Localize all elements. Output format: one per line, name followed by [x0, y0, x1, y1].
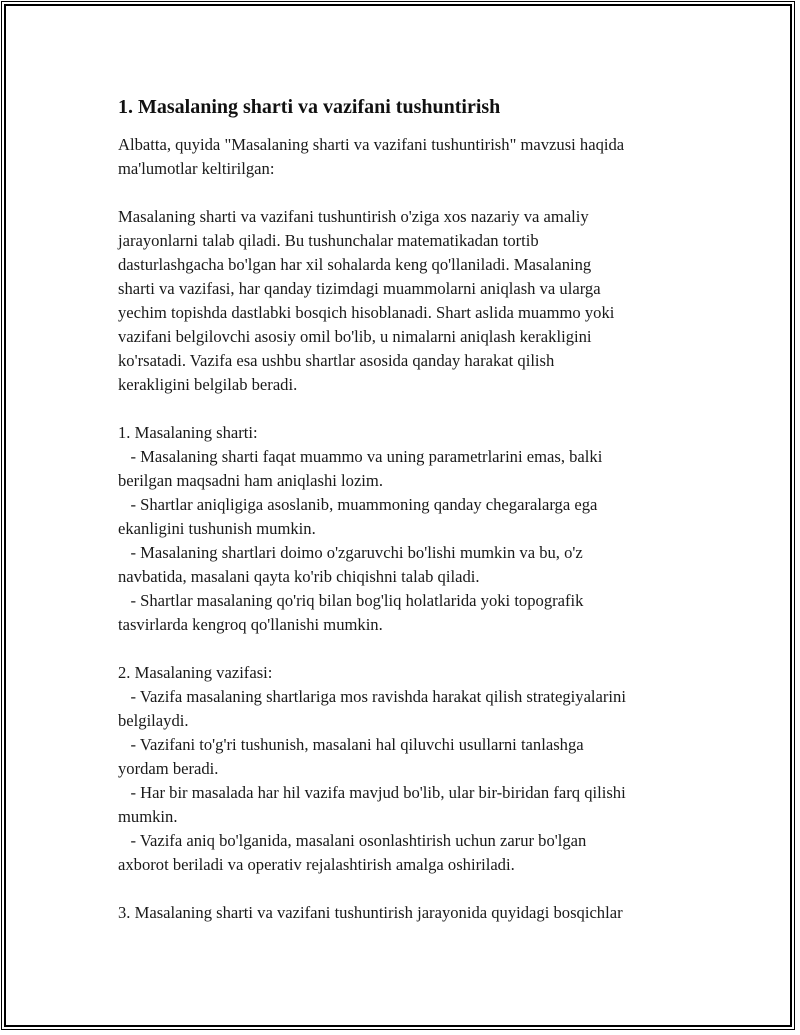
bullet-item: - Vazifa aniq bo'lganida, masalani osonlashtirish uchun zarur bo'lgan axborot beriladi va operativ rejalashtirish amalga oshiriladi. — [118, 831, 587, 874]
bullet-item: - Har bir masalada har hil vazifa mavjud bo'lib, ular bir-biridan farq qilishi mumkin. — [118, 783, 626, 826]
intro-paragraph: Albatta, quyida "Masalaning sharti va vazifani tushuntirish" mavzusi haqida ma'lumotlar keltirilgan: — [118, 135, 625, 178]
section-stages — [118, 901, 693, 925]
bullet-item: - Shartlar aniqligiga asoslanib, muammoning qanday chegaralarga ega ekanligini tushunish mumkin. — [118, 495, 598, 538]
document-title: 1. Masalaning sharti va vazifani tushuntirish — [118, 96, 501, 118]
section-heading: 1. Masalaning sharti: — [118, 423, 258, 442]
bullet-item: - Vazifani to'g'ri tushunish, masalani hal qiluvchi usullarni tanlashga yordam beradi. — [118, 735, 584, 778]
document-body — [118, 93, 693, 949]
section-condition — [118, 421, 693, 637]
section-heading: 2. Masalaning vazifasi: — [118, 663, 273, 682]
bullet-item: - Shartlar masalaning qo'riq bilan bog'liq holatlarida yoki topografik tasvirlarda kengroq qo'llanishi mumkin. — [118, 591, 584, 634]
section-heading: 3. Masalaning sharti va vazifani tushuntirish jarayonida quyidagi bosqichlar — [118, 903, 623, 922]
overview-paragraph: Masalaning sharti va vazifani tushuntirish o'ziga xos nazariy va amaliy jarayonlarni talab qiladi. Bu tushunchalar matematikadan tortib dasturlashgacha bo'lgan har xil sohalarda keng qo'llaniladi. Masalaning sharti va vazifasi, har qanday tizimdagi muammolarni aniqlash va ularga yechim topishda dastlabki bosqich hisoblanadi. Shart aslida muammo yoki vazifani belgilovchi asosiy omil bo'lib, u nimalarni aniqlash kerakligini ko'rsatadi. Vazifa esa ushbu shartlar asosida qanday harakat qilish kerakligini belgilab beradi. — [118, 207, 615, 394]
bullet-item: - Vazifa masalaning shartlariga mos ravishda harakat qilish strategiyalarini belgilaydi. — [118, 687, 626, 730]
section-task — [118, 661, 693, 877]
bullet-item: - Masalaning sharti faqat muammo va uning parametrlarini emas, balki berilgan maqsadni ham aniqlashi lozim. — [118, 447, 603, 490]
bullet-item: - Masalaning shartlari doimo o'zgaruvchi bo'lishi mumkin va bu, o'z navbatida, masalani qayta ko'rib chiqishni talab qiladi. — [118, 543, 583, 586]
